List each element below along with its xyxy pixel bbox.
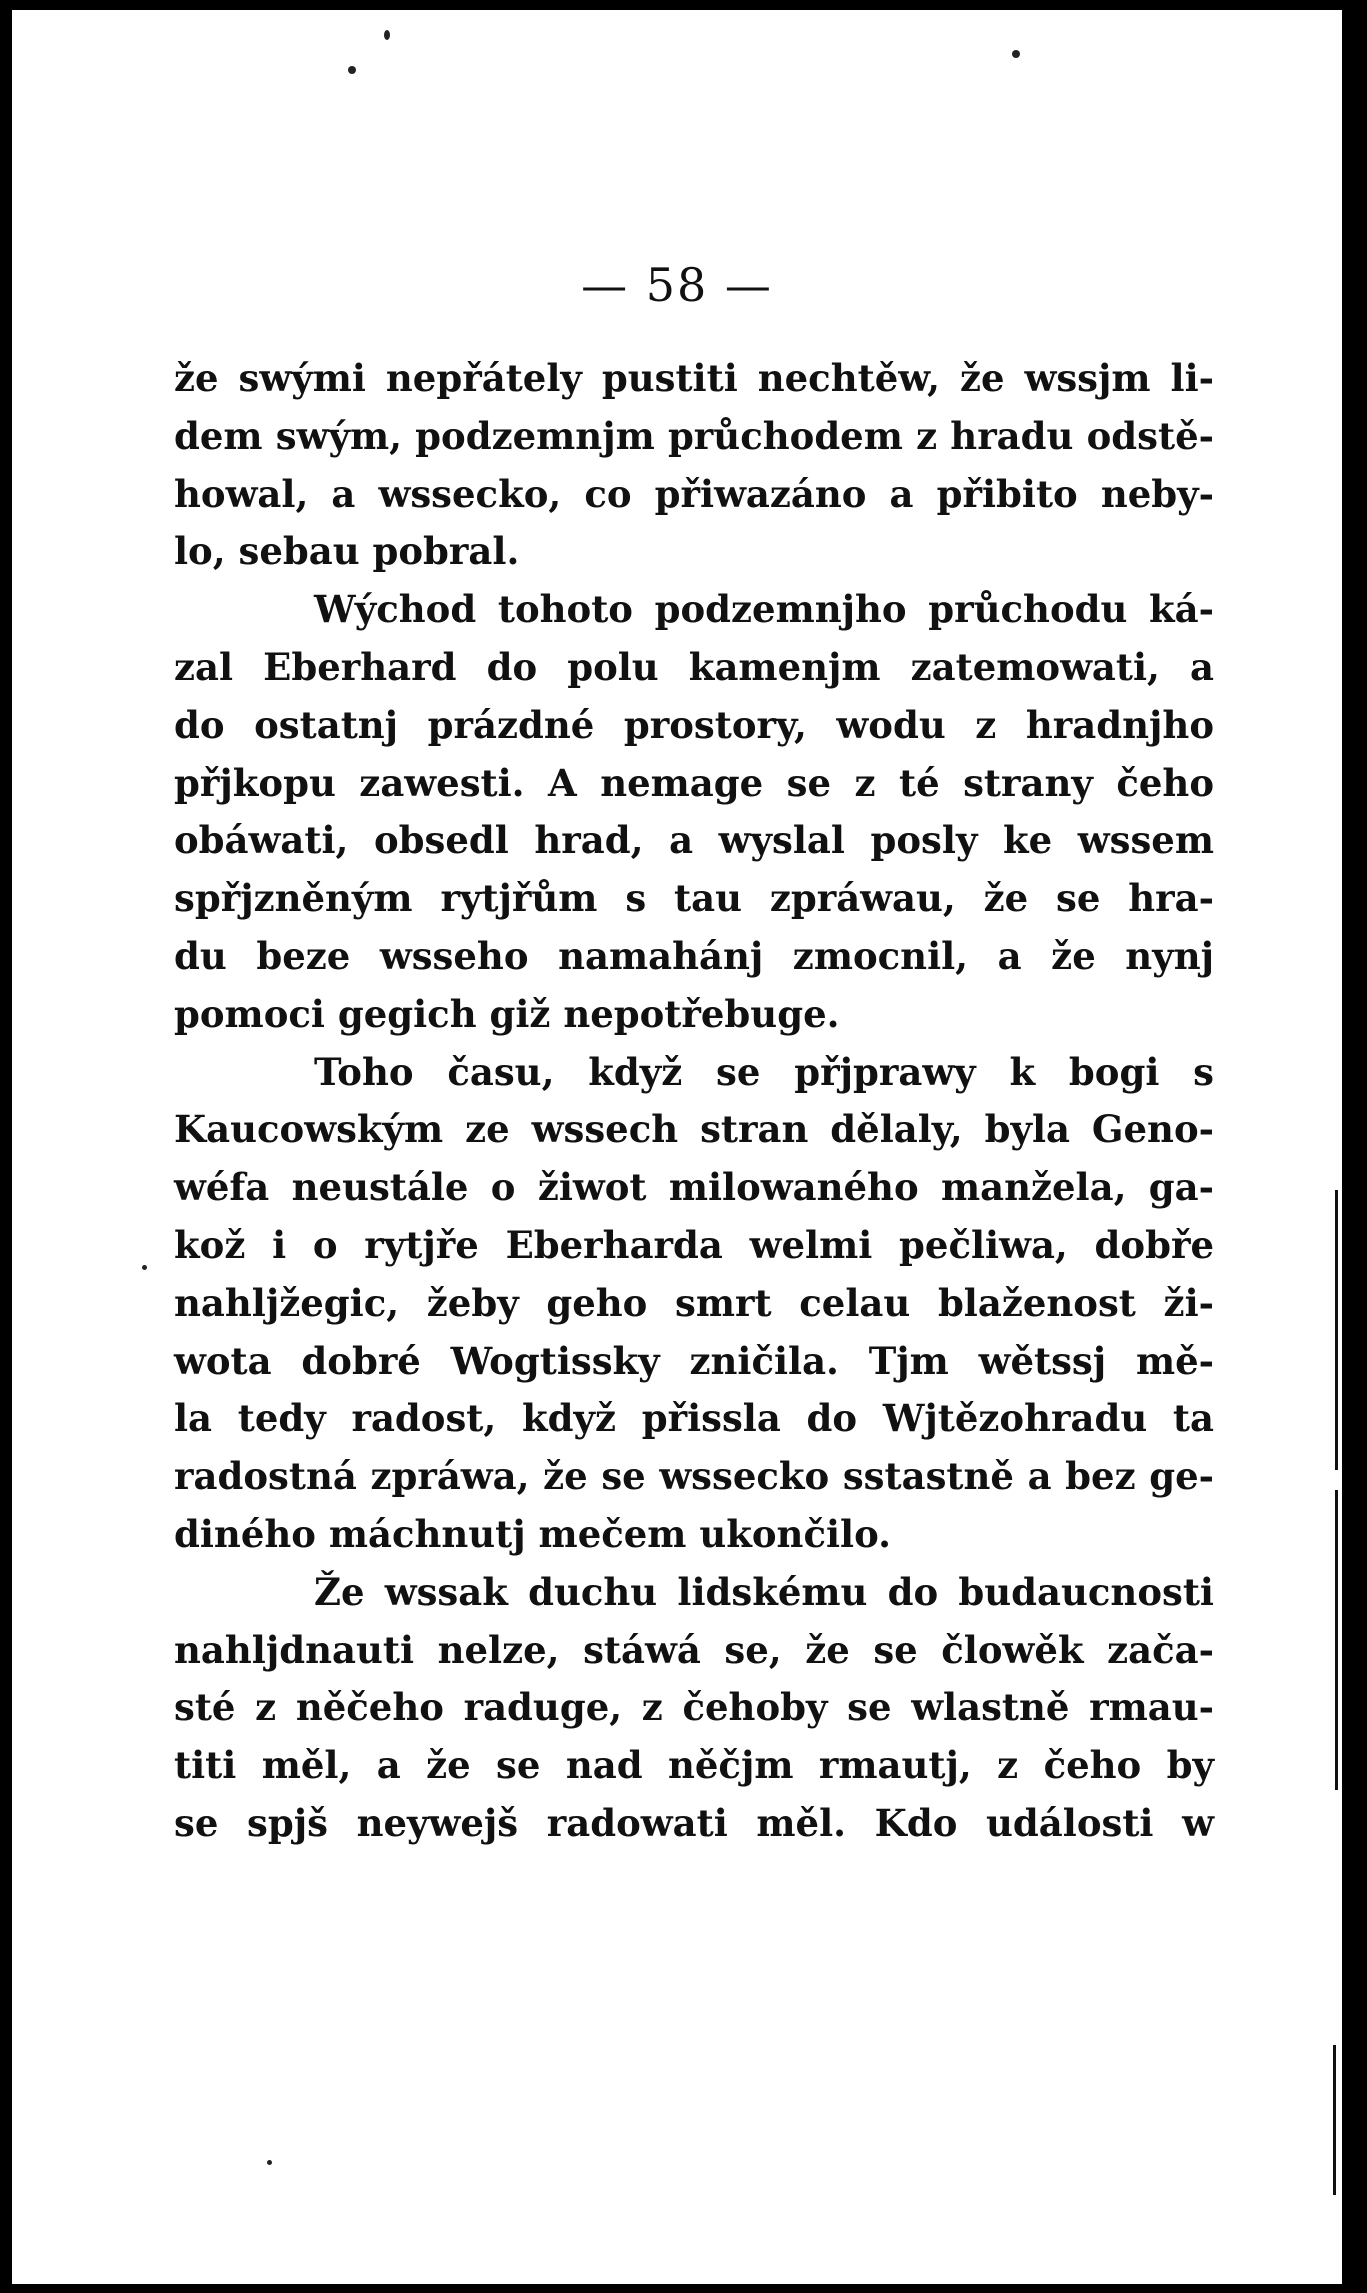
text-line: spřjzněným rytjřům s tau zpráwau, že se hra-	[174, 876, 1214, 921]
text-line: titi měl, a že se nad něčjm rmautj, z čeho by	[174, 1743, 1214, 1788]
text-line: wéfa neustále o žiwot milowaného manžela, ga-	[174, 1165, 1214, 1210]
scan-speck	[267, 2160, 272, 2165]
paragraph-first-line: Toho času, když se přjprawy k bogi s	[314, 1049, 1214, 1094]
scan-edge-rule	[1335, 1490, 1338, 1790]
scan-edge-rule	[1333, 2045, 1336, 2195]
text-line: wota dobré Wogtissky zničila. Tjm wětssj mě-	[174, 1338, 1214, 1383]
text-line: obáwati, obsedl hrad, a wyslal posly ke wssem	[174, 818, 1214, 863]
text-line: zal Eberhard do polu kamenjm zatemowati, a	[174, 644, 1214, 689]
book-page	[12, 10, 1342, 2284]
scan-speck	[348, 66, 356, 74]
page-number: — 58 —	[581, 258, 773, 312]
paragraph-first-line: Že wssak duchu lidskému do budaucnosti	[314, 1569, 1214, 1614]
text-line: radostná zpráwa, že se wssecko sstastně a bez ge-	[174, 1454, 1214, 1499]
paragraph-first-line: Wýchod tohoto podzemnjho průchodu ká-	[314, 587, 1214, 632]
scan-speck	[384, 30, 390, 40]
text-line: nahljžegic, žeby geho smrt celau blaženost ži-	[174, 1280, 1214, 1325]
text-line: kož i o rytjře Eberharda welmi pečliwa, dobře	[174, 1222, 1214, 1267]
text-line: diného máchnutj mečem ukončilo.	[174, 1511, 892, 1556]
text-line: Kaucowským ze wssech stran dělaly, byla Geno-	[174, 1107, 1214, 1152]
text-line: du beze wsseho namahánj zmocnil, a že nynj	[174, 933, 1214, 978]
text-line: nahljdnauti nelze, stáwá se, že se člowěk zača-	[174, 1627, 1214, 1672]
scan-speck	[1012, 50, 1020, 58]
text-line: přjkopu zawesti. A nemage se z té strany čeho	[174, 760, 1214, 805]
text-line: la tedy radost, když přissla do Wjtězohradu ta	[174, 1396, 1214, 1441]
text-line: se spjš neywejš radowati měl. Kdo události w	[174, 1800, 1214, 1845]
text-line: lo, sebau pobral.	[174, 529, 520, 574]
text-line: sté z něčeho raduge, z čehoby se wlastně rmau-	[174, 1685, 1214, 1730]
scan-speck	[142, 1265, 147, 1270]
text-line: že swými nepřátely pustiti nechtěw, že wssjm li-	[174, 356, 1214, 400]
text-line: do ostatnj prázdné prostory, wodu z hradnjho	[174, 702, 1214, 747]
scan-edge-rule	[1335, 1190, 1338, 1470]
text-line: pomoci gegich giž nepotřebuge.	[174, 991, 840, 1036]
body-text	[174, 350, 1214, 1853]
text-line: howal, a wsseckо, co přiwazáno a přibito neby-	[174, 471, 1214, 516]
text-line: dem swým, podzemnjm průchodem z hradu odstě-	[174, 413, 1214, 458]
